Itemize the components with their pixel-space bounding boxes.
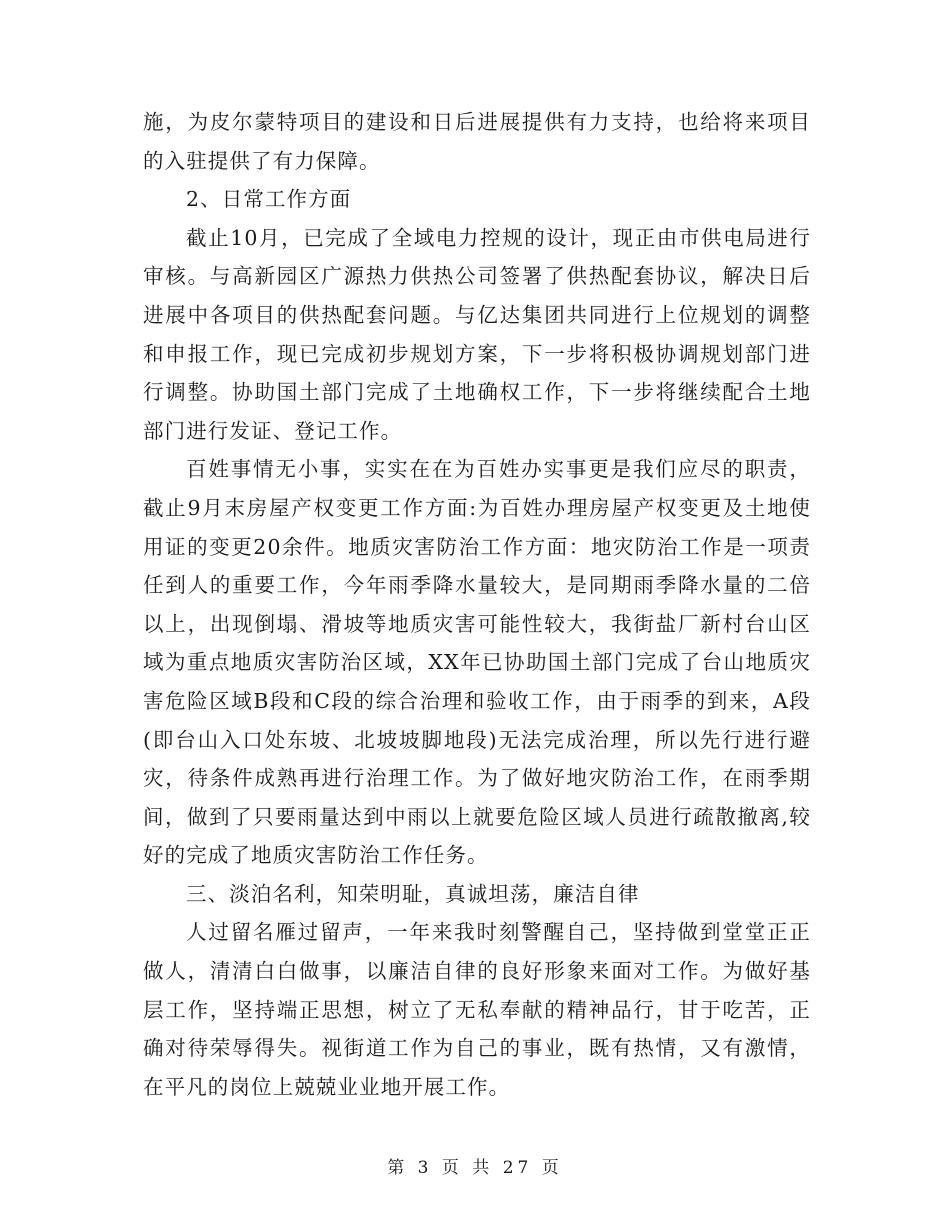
- paragraph-public-service: 百姓事情无小事，实实在在为百姓办实事更是我们应尽的职责，截止9月末房屋产权变更工作方面:为百姓办理房屋产权变更及土地使用证的变更20余件。地质灾害防治工作方面：地灾防治工作是一项责任到人的重要工作，今年雨季降水量较大，是同期雨季降水量的二倍以上，出现倒塌、滑坡等地质灾害可能性较大，我街盐厂新村台山区域为重点地质灾害防治区域，XX年已协助国土部门完成了台山地质灾害危险区域B段和C段的综合治理和验收工作，由于雨季的到来，A段(即台山入口处东坡、北坡坡脚地段)无法完成治理，所以先行进行避灾，待条件成熟再进行治理工作。为了做好地灾防治工作，在雨季期间，做到了只要雨量达到中雨以上就要危险区域人员进行疏散撤离,较好的完成了地质灾害防治工作任务。: [143, 457, 811, 868]
- paragraph-continuation: 施，为皮尔蒙特项目的建设和日后进展提供有力支持，也给将来项目的入驻提供了有力保障。: [143, 110, 811, 173]
- section-heading-integrity: 三、淡泊名利，知荣明耻，真诚坦荡，廉洁自律: [186, 881, 640, 906]
- section-heading-daily-work: 2、日常工作方面: [186, 187, 352, 212]
- paragraph-planning-work: 截止10月，已完成了全域电力控规的设计，现正由市供电局进行审核。与高新园区广源热力供热公司签署了供热配套协议，解决日后进展中各项目的供热配套问题。与亿达集团共同进行上位规划的调整和申报工作，现已完成初步规划方案，下一步将积极协调规划部门进行调整。协助国土部门完成了土地确权工作，下一步将继续配合土地部门进行发证、登记工作。: [143, 225, 811, 443]
- paragraph-self-discipline: 人过留名雁过留声，一年来我时刻警醒自己，坚持做到堂堂正正做人，清清白白做事，以廉洁自律的良好形象来面对工作。为做好基层工作，坚持端正思想，树立了无私奉献的精神品行，甘于吃苦，正确对待荣辱得失。视街道工作为自己的事业，既有热情，又有激情，在平凡的岗位上兢兢业业地开展工作。: [143, 920, 811, 1099]
- page-number-footer: 第 3 页 共 27 页: [387, 1158, 563, 1178]
- document-body: [143, 103, 811, 1106]
